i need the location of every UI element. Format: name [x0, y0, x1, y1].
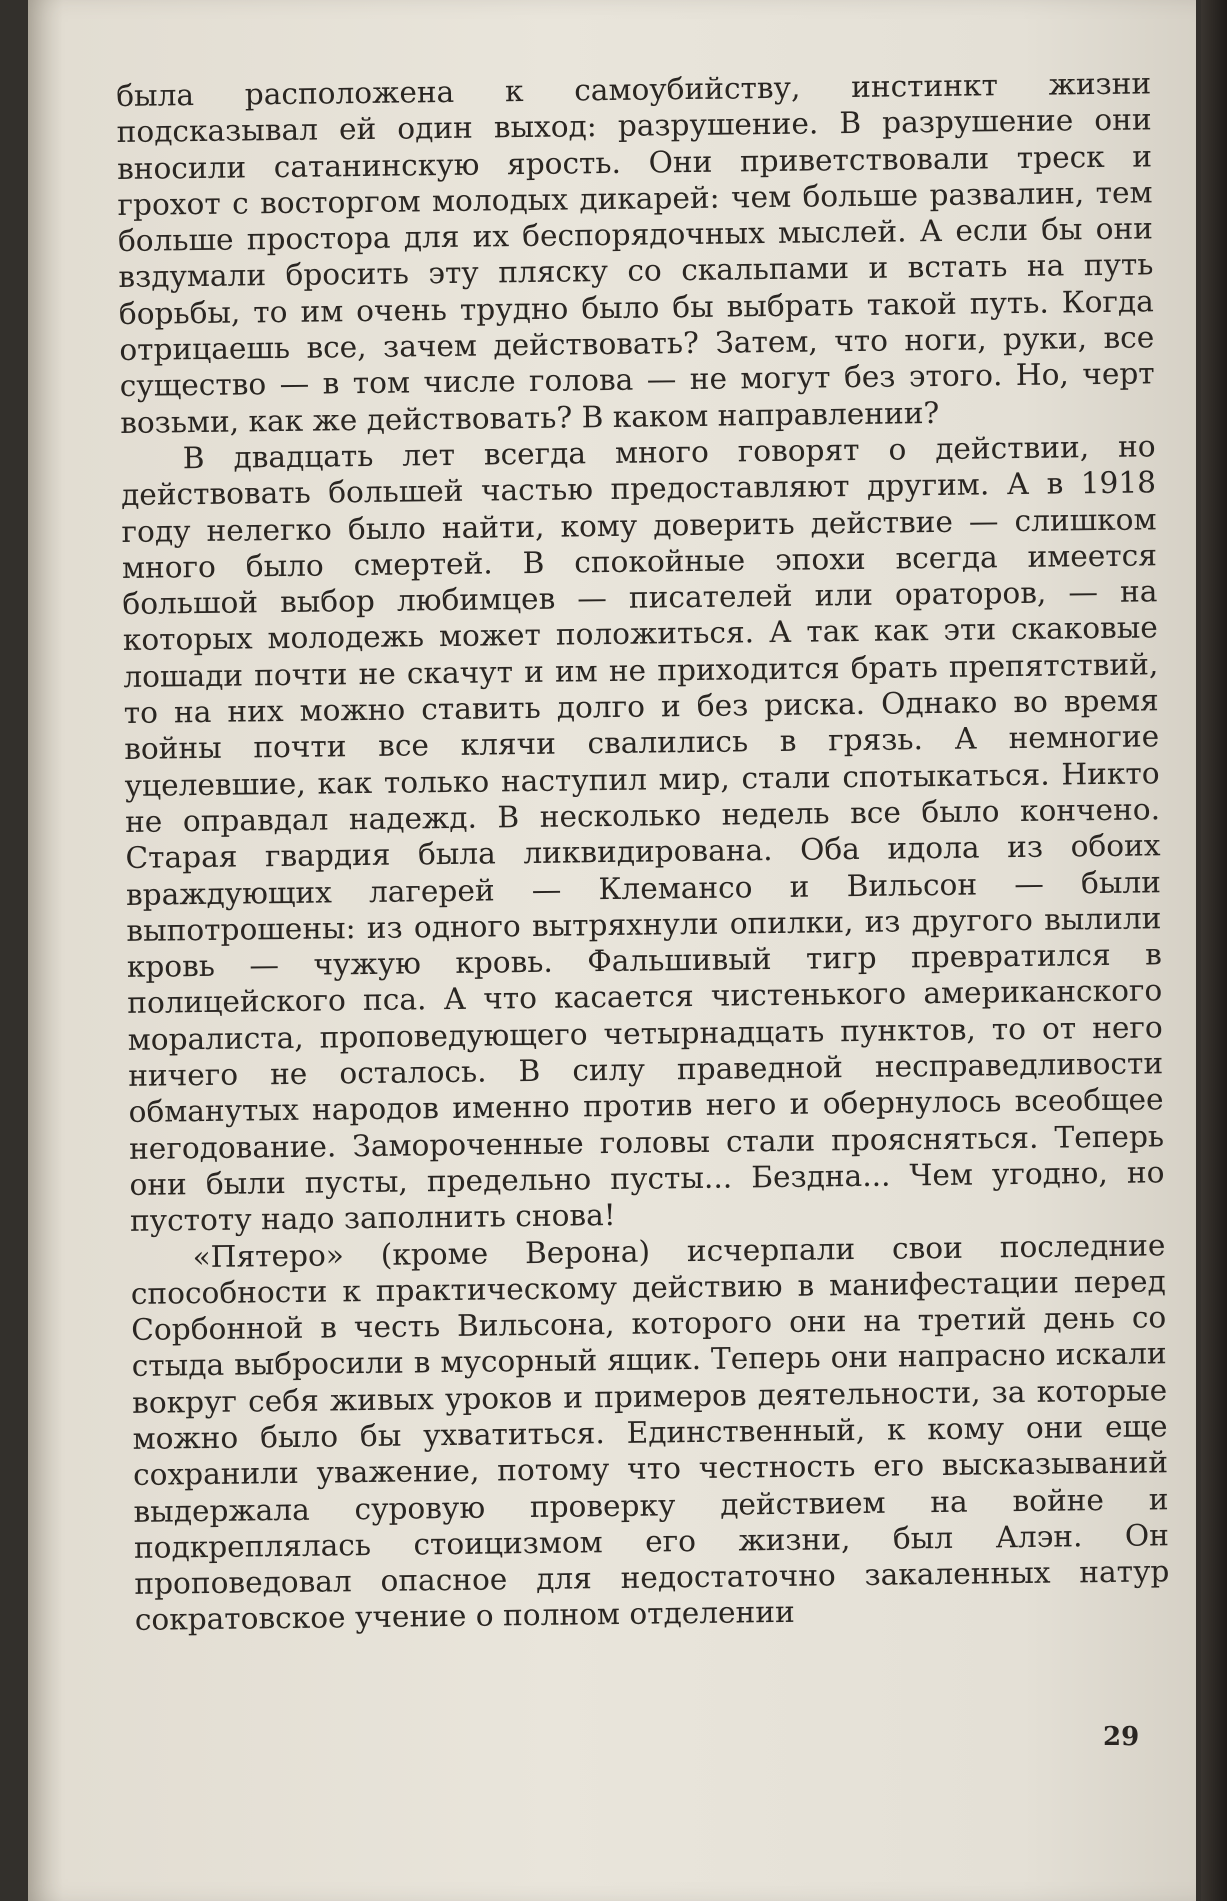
paragraph-2: В двадцать лет всегда много говорят о действии, но действовать большей частью предоставляют другим. А в 1918 году нелегко было найти, кому доверить действие — слишком много было смертей. В спокойные эпохи всегда имеется большой выбор любимцев — писателей или ораторов, — на которых молодежь может положиться. А так как эти скаковые лошади почти не скачут и им не приходится брать препятствий, то на них можно ставить долго и без риска. Однако во время войны почти все клячи свалились в грязь. А немногие уцелевшие, как только наступил мир, стали спотыкаться. Никто не оправдал надежд. В несколько недель все было кончено. Старая гвардия была ликвидирована. Оба идола из обоих враждующих лагерей — Клемансо и Вильсон — были выпотрошены: из одного вытряхнули опилки, из другого вылили кровь — чужую кровь. Фальшивый тигр превратился в полицейского пса. А что касается чистенького американского моралиста, проповедующего четырнадцать пунктов, то от него ничего не осталось. В силу праведной несправедливости обманутых народов именно против него и обернулось всеобщее негодование. Замороченные головы стали проясняться. Теперь они были пусты, предельно пусты... Бездна... Чем угодно, но пустоту надо заполнить снова!: [120, 429, 1165, 1239]
page-edge-shadow: [1201, 0, 1227, 1901]
paragraph-1: была расположена к самоубийству, инстинкт жизни подсказывал ей один выход: разрушение. В разрушение они вносили сатанинскую ярость. Они приветствовали треск и грохот с восторгом молодых дикарей: чем больше развалин, тем больше простора для их беспорядочных мыслей. А если бы они вздумали бросить эту пляску со скальпами и встать на путь борьбы, то им очень трудно было бы выбрать такой путь. Когда отрицаешь все, зачем действовать? Затем, что ноги, руки, все существо — в том числе голова — не могут без этого. Но, черт возьми, как же действовать? В каком направлении?: [116, 66, 1155, 440]
book-page: [28, 0, 1196, 1901]
page-number: 29: [1103, 1722, 1140, 1752]
paragraph-3: «Пятеро» (кроме Верона) исчерпали свои последние способности к практическому действию в манифестации перед Сорбонной в честь Вильсона, которого они на третий день со стыда выбросили в мусорный ящик. Теперь они напрасно искали вокруг себя живых уроков и примеров деятельности, за которые можно было бы ухватиться. Единственный, к кому они еще сохранили уважение, потому что честность его высказываний выдержала суровую проверку действием на войне и подкреплялась стоицизмом его жизни, был Алэн. Он проповедовал опасное для недостаточно закаленных натур сократовское учение о полном отделении: [130, 1227, 1170, 1638]
page-text: [116, 65, 1170, 1638]
